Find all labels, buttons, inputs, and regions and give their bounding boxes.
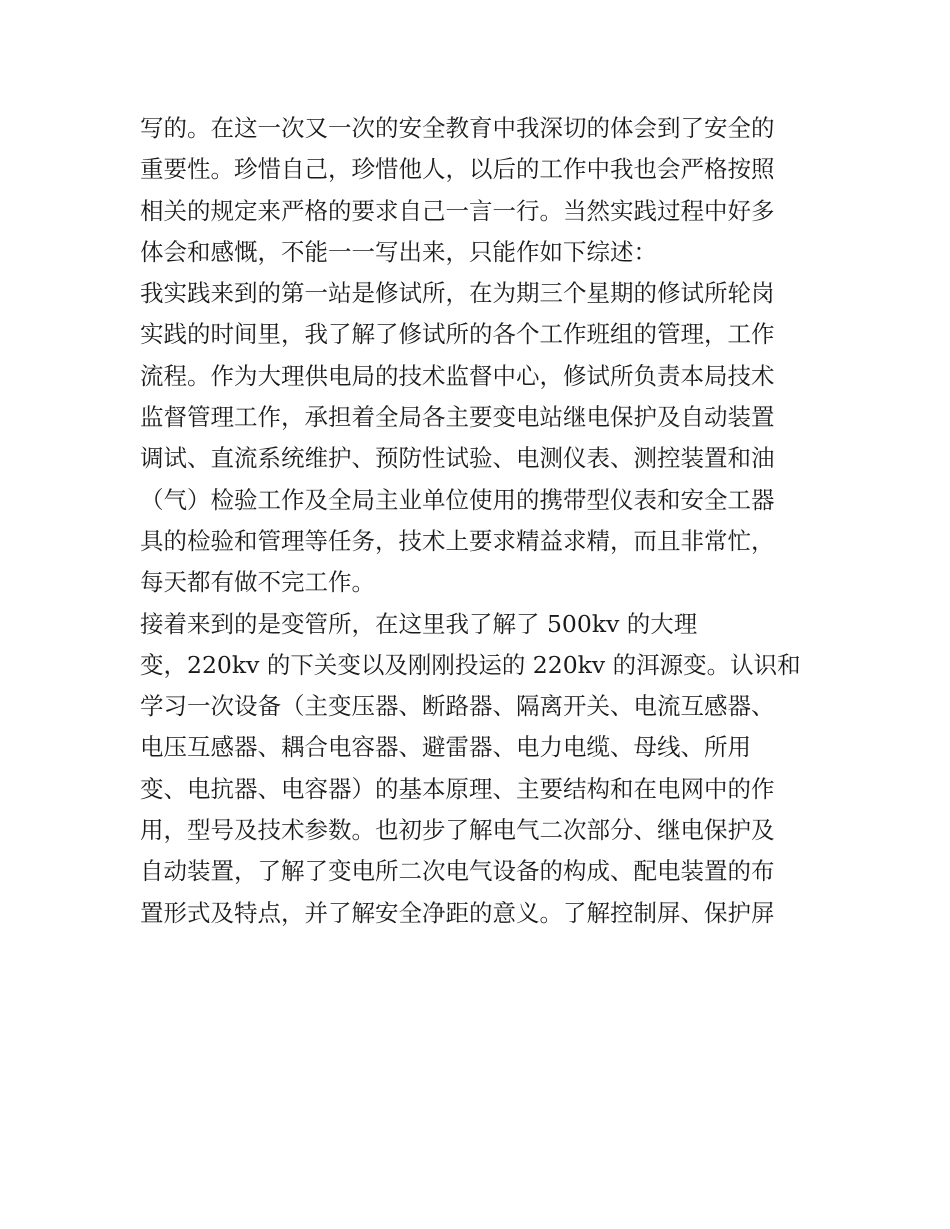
text-line: 重要性。珍惜自己，珍惜他人，以后的工作中我也会严格按照 (140, 155, 775, 184)
text-line: 流程。作为大理供电局的技术监督中心，修试所负责本局技术 (140, 361, 775, 390)
text-line: 用，型号及技术参数。也初步了解电气二次部分、继电保护及 (140, 816, 775, 845)
text-line: 置形式及特点，并了解安全净距的意义。了解控制屏、保护屏 (140, 898, 775, 927)
text-line: 具的检验和管理等任务，技术上要求精益求精，而且非常忙， (140, 526, 775, 555)
text-line: 相关的规定来严格的要求自己一言一行。当然实践过程中好多 (140, 196, 775, 225)
text-line: 我实践来到的第一站是修试所，在为期三个星期的修试所轮岗 (140, 279, 775, 308)
text-line: 调试、直流系统维护、预防性试验、电测仪表、测控装置和油 (140, 444, 775, 473)
text-line: 变，220kv 的下关变以及刚刚投运的 220kv 的洱源变。认识和 (140, 650, 801, 679)
text-line: 自动装置，了解了变电所二次电气设备的构成、配电装置的布 (140, 857, 775, 886)
text-line: 电压互感器、耦合电容器、避雷器、电力电缆、母线、所用 (140, 733, 751, 762)
text-line: 监督管理工作，承担着全局各主要变电站继电保护及自动装置 (140, 403, 775, 432)
body-text (140, 108, 820, 934)
text-line: 接着来到的是变管所，在这里我了解了 500kv 的大理 (140, 609, 698, 638)
text-line: （气）检验工作及全局主业单位使用的携带型仪表和安全工器 (140, 485, 775, 514)
text-line: 写的。在这一次又一次的安全教育中我深切的体会到了安全的 (140, 114, 775, 142)
text-line: 每天都有做不完工作。 (140, 568, 375, 597)
text-line: 实践的时间里，我了解了修试所的各个工作班组的管理，工作 (140, 320, 775, 349)
text-line: 变、电抗器、电容器）的基本原理、主要结构和在电网中的作 (140, 774, 775, 803)
text-line: 学习一次设备（主变压器、断路器、隔离开关、电流互感器、 (140, 692, 775, 721)
text-line: 体会和感慨，不能一一写出来，只能作如下综述： (140, 237, 657, 266)
